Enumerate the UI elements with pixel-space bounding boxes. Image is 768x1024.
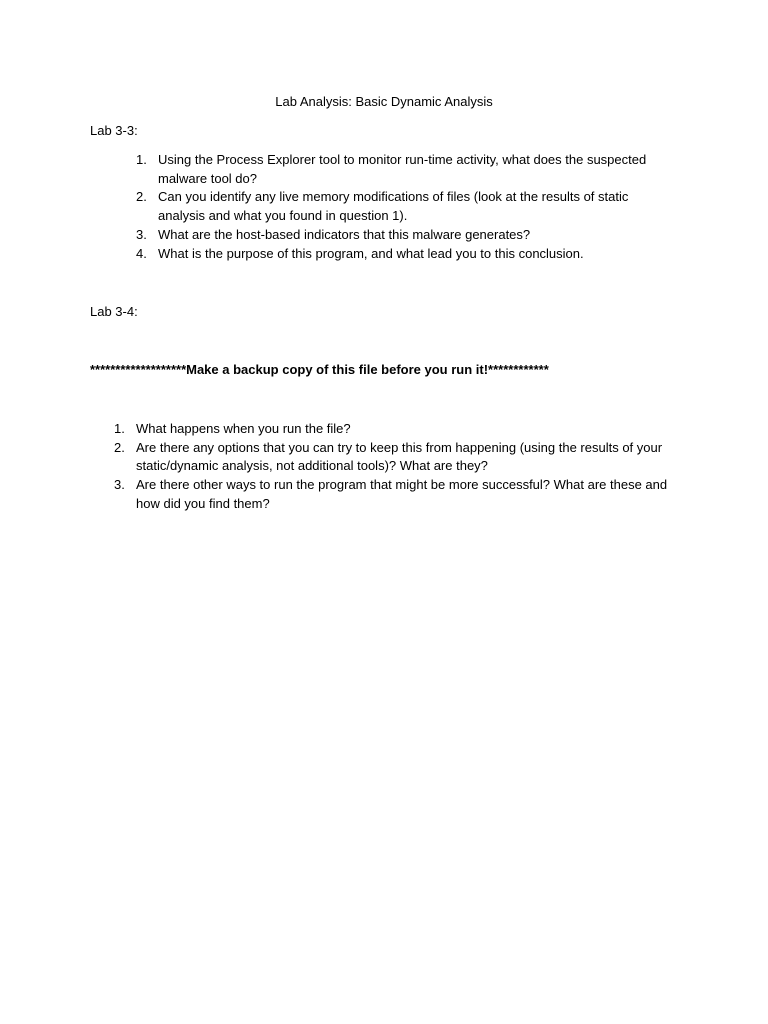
list-item — [136, 226, 678, 245]
list-item — [114, 439, 671, 476]
list-number: 3. — [136, 226, 147, 242]
list-item — [136, 245, 678, 264]
lab-3-4-heading: Lab 3-4: — [90, 304, 138, 319]
question-text: Using the Process Explorer tool to monitor run-time activity, what does the suspected malware tool do? — [158, 152, 647, 186]
list-number: 2. — [114, 439, 125, 455]
list-item — [136, 151, 678, 188]
list-number: 3. — [114, 477, 125, 493]
document-title: Lab Analysis: Basic Dynamic Analysis — [275, 94, 493, 109]
list-item — [114, 476, 671, 513]
list-number: 1. — [114, 421, 125, 436]
lab-3-4-question-list — [114, 420, 671, 514]
question-text: What happens when you run the file? — [136, 421, 351, 436]
list-number: 2. — [136, 189, 147, 205]
list-number: 4. — [136, 245, 147, 261]
backup-warning: *******************Make a backup copy of this file before you run it!************ — [90, 362, 549, 377]
question-text: What is the purpose of this program, and what lead you to this conclusion. — [158, 245, 584, 261]
lab-3-3-heading: Lab 3-3: — [90, 123, 138, 138]
question-text: What are the host-based indicators that this malware generates? — [158, 226, 531, 242]
list-item — [136, 188, 678, 225]
question-text: Are there any options that you can try to keep this from happening (using the results of your static/dynamic analysis, not additional tools)? What are they? — [136, 439, 663, 474]
question-text: Can you identify any live memory modifications of files (look at the results of static analysis and what you found in question 1). — [158, 189, 629, 224]
lab-3-3-question-list — [136, 151, 678, 263]
question-text: Are there other ways to run the program that might be more successful? What are these and how did you find them? — [136, 477, 668, 511]
list-item — [114, 420, 671, 439]
list-number: 1. — [136, 152, 147, 167]
